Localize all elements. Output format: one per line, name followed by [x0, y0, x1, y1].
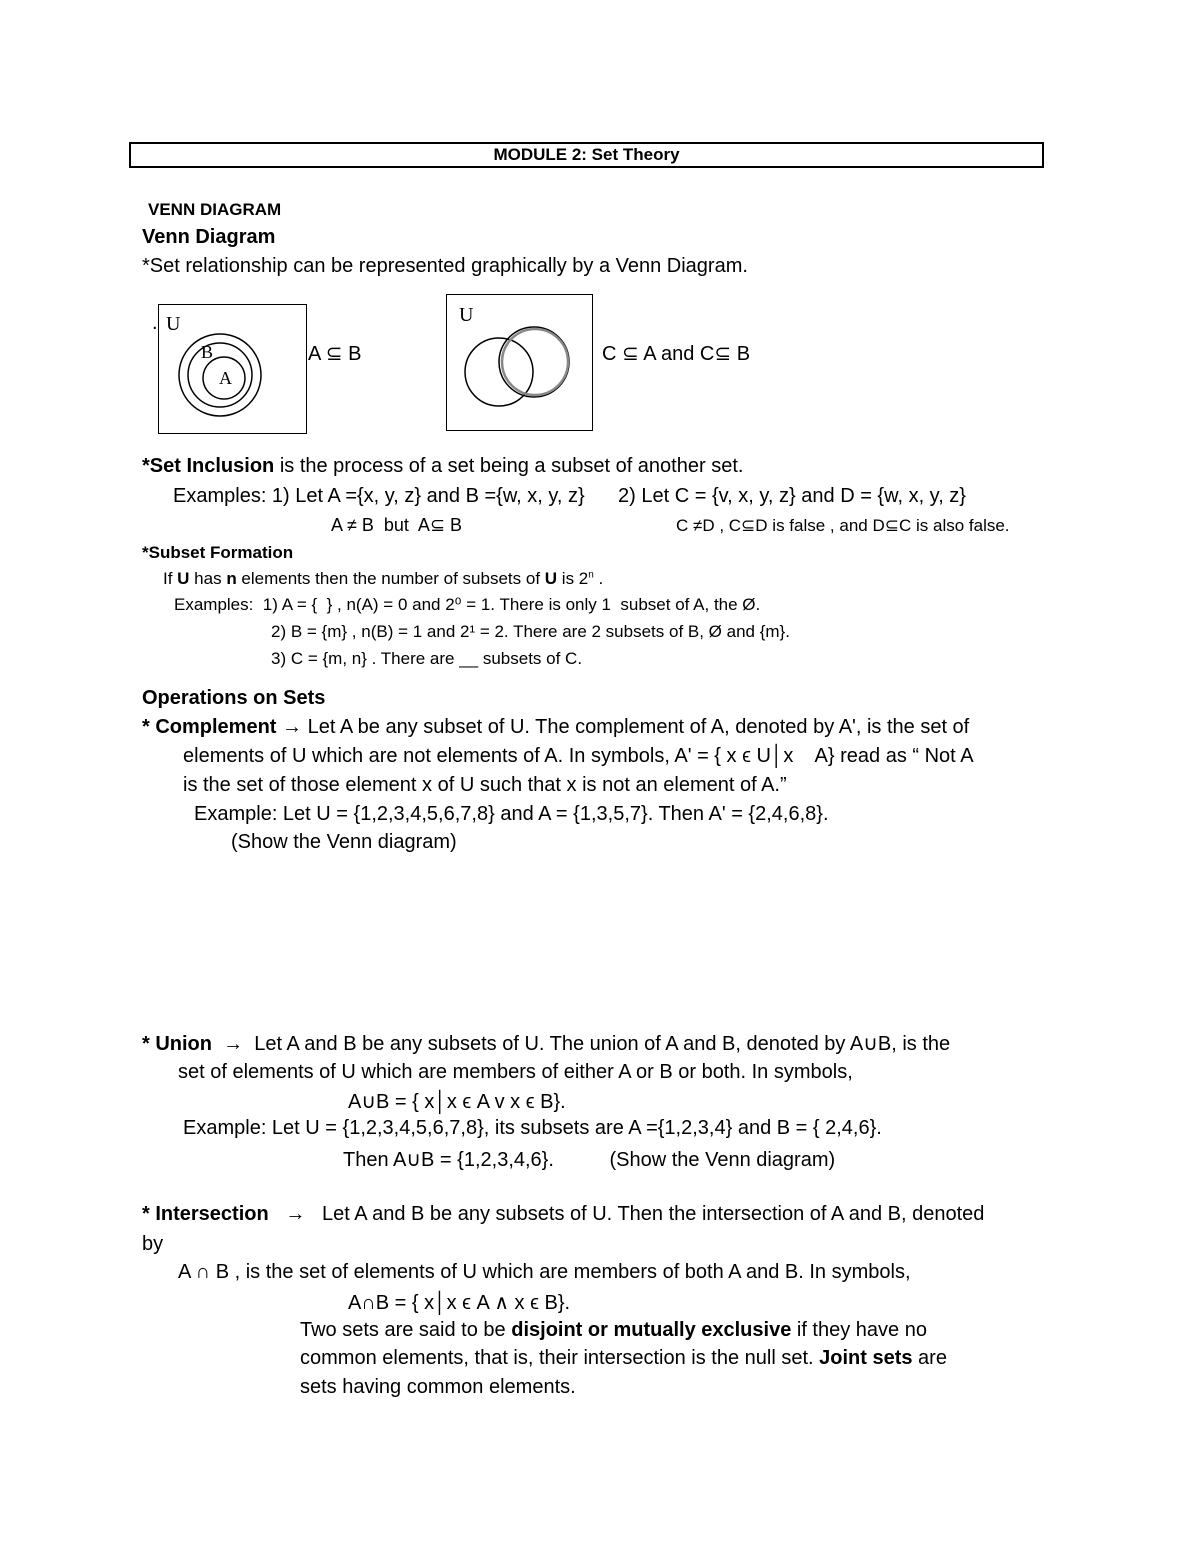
union-line-1: [142, 1031, 950, 1056]
rule-n: n: [226, 569, 237, 588]
complement-line-1: [142, 716, 969, 739]
venn-intro: *Set relationship can be represented graphically by a Venn Diagram.: [142, 255, 748, 277]
venn-heading: Venn Diagram: [142, 226, 276, 248]
disjoint-pre: Two sets are said to be: [300, 1319, 512, 1341]
complement-label: * Complement: [142, 716, 277, 738]
caption-subset: A ⊆ B: [308, 343, 362, 365]
complement-line-2: elements of U which are not elements of A. In symbols, A' = { x ϵ U│x A} read as “ Not A: [183, 745, 974, 767]
intersection-line-2: A ∩ B , is the set of elements of U which are members of both A and B. In symbols,: [178, 1261, 911, 1283]
complement-example: Example: Let U = {1,2,3,4,5,6,7,8} and A = {1,3,5,7}. Then A' = {2,4,6,8}.: [194, 803, 829, 825]
inclusion-term: Set Inclusion: [149, 455, 275, 477]
subset-circles: [158, 304, 307, 434]
disjoint-post: if they have no: [791, 1319, 927, 1341]
universe-label: U: [166, 313, 181, 335]
joint-term: Joint sets: [819, 1347, 913, 1369]
disjoint-paragraph-2: [300, 1347, 947, 1370]
disjoint-term: disjoint or mutually exclusive: [511, 1319, 792, 1341]
subset-example-3: 3) C = {m, n} . There are __ subsets of C.: [271, 649, 583, 668]
disjoint-paragraph-1: [300, 1319, 927, 1342]
intersection-label: * Intersection: [142, 1203, 269, 1225]
label-b: B: [201, 342, 214, 362]
union-arrow: →: [223, 1033, 244, 1055]
rule-u2: U: [544, 569, 558, 588]
rule-mid3: is 2: [557, 569, 589, 588]
subset-formation-heading: *Subset Formation: [142, 543, 294, 562]
rule-pre: If: [163, 569, 178, 588]
complement-line-3: is the set of those element x of U such that x is not an element of A.”: [183, 774, 787, 796]
inclusion-star: *: [142, 455, 150, 477]
subset-formation-rule: [163, 569, 603, 589]
complement-arrow: →: [282, 716, 303, 738]
union-result: Then A∪B = {1,2,3,4,6}. (Show the Venn diagram): [343, 1149, 836, 1171]
circle-right-shadow: [502, 329, 568, 395]
subset-example-2: 2) B = {m} , n(B) = 1 and 2¹ = 2. There are 2 subsets of B, Ø and {m}.: [271, 622, 790, 641]
universe-label-2: U: [459, 304, 474, 326]
joint-post: are: [912, 1347, 947, 1369]
joint-pre: common elements, that is, their intersection is the null set.: [300, 1347, 820, 1369]
intersection-by: by: [142, 1233, 164, 1255]
rule-mid2: elements then the number of subsets of: [236, 569, 545, 588]
section-heading: VENN DIAGRAM: [148, 200, 282, 219]
union-example: Example: Let U = {1,2,3,4,5,6,7,8}, its subsets are A ={1,2,3,4} and B = { 2,4,6}.: [183, 1117, 882, 1139]
rule-mid1: has: [189, 569, 227, 588]
union-line-2: set of elements of U which are members of either A or B or both. In symbols,: [178, 1061, 853, 1083]
subset-example-1: Examples: 1) A = { } , n(A) = 0 and 2⁰ = 1. There is only 1 subset of A, the Ø.: [174, 595, 761, 614]
inclusion-result-2: C ≠D , C⊆D is false , and D⊆C is also false.: [676, 516, 1010, 535]
rule-end: .: [593, 569, 604, 588]
intersection-line-1: [142, 1203, 984, 1226]
module-title: MODULE 2: Set Theory: [129, 142, 1044, 168]
inclusion-examples: Examples: 1) Let A ={x, y, z} and B ={w, x, y, z} 2) Let C = {v, x, y, z} and D = {w, x, y, z}: [173, 485, 966, 507]
intersection-symbols: A∩B = { x│x ϵ A ∧ x ϵ B}.: [348, 1292, 571, 1314]
rule-u: U: [177, 569, 190, 588]
union-symbols: A∪B = { x│x ϵ A v x ϵ B}.: [348, 1091, 566, 1113]
operations-heading: Operations on Sets: [142, 687, 326, 709]
intersection-arrow: →: [285, 1203, 306, 1225]
label-a: A: [219, 368, 232, 388]
rule-sup: n: [588, 569, 594, 581]
union-text-1: Let A and B be any subsets of U. The union of A and B, denoted by A∪B, is the: [254, 1033, 951, 1055]
caption-overlap: C ⊆ A and C⊆ B: [602, 343, 751, 365]
complement-text-1: Let A be any subset of U. The complement of A, denoted by A', is the set of: [307, 716, 970, 738]
set-inclusion-definition: [142, 455, 743, 478]
intersection-text-1: Let A and B be any subsets of U. Then the intersection of A and B, denoted: [322, 1203, 985, 1225]
complement-show-venn: (Show the Venn diagram): [231, 831, 457, 853]
overlap-circles: [446, 294, 593, 431]
inclusion-result-1: A ≠ B but A⊆ B: [331, 515, 463, 535]
inclusion-def: is the process of a set being a subset of another set.: [274, 455, 744, 477]
diagram-dot: .: [152, 312, 158, 334]
union-label: * Union: [142, 1033, 212, 1055]
disjoint-paragraph-3: sets having common elements.: [300, 1376, 576, 1398]
